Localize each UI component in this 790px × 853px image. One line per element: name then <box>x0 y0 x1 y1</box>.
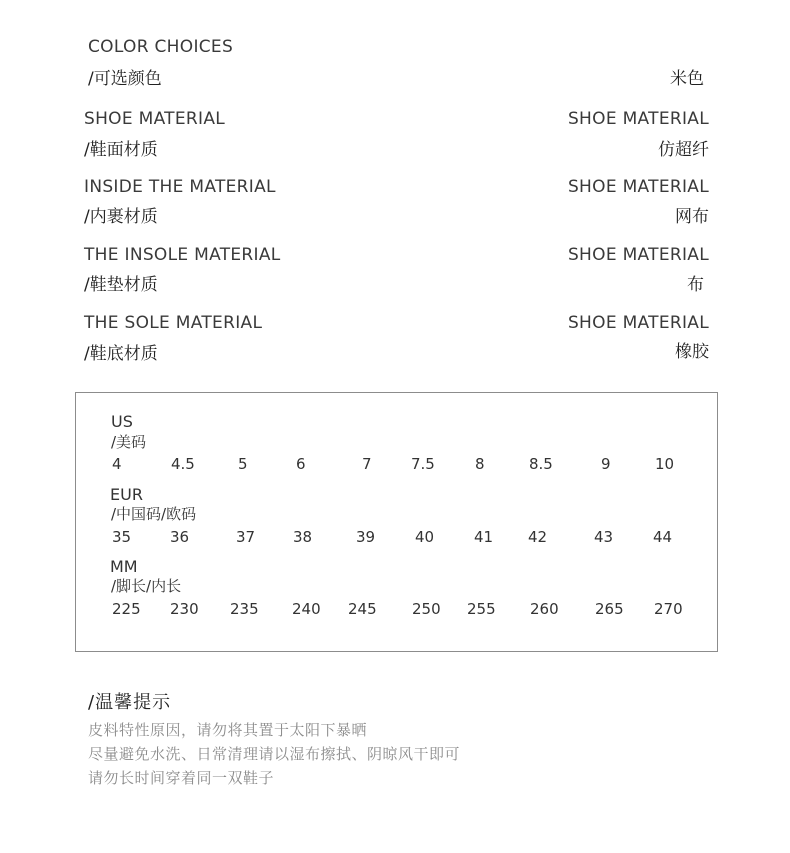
sole-material-label-en: THE SOLE MATERIAL <box>84 313 263 333</box>
sole-material-value-cn: 橡胶 <box>675 342 709 362</box>
inside-material-label-en: INSIDE THE MATERIAL <box>84 177 276 197</box>
size-row-us-label-en: US <box>111 412 133 431</box>
tips-line: 皮料特性原因，请勿将其置于太阳下暴晒 <box>88 721 368 739</box>
sole-material-value-en: SHOE MATERIAL <box>567 313 709 333</box>
size-mm-value: 270 <box>654 600 683 618</box>
inside-material-value-cn: 网布 <box>675 207 709 227</box>
shoe-material-label-cn: /鞋面材质 <box>84 140 158 160</box>
inside-material-label-cn: /内裹材质 <box>84 207 158 227</box>
tips-title: /温馨提示 <box>88 692 172 713</box>
color-choices-value: 米色 <box>670 69 704 89</box>
size-eur-value: 35 <box>112 528 132 546</box>
size-mm-value: 235 <box>230 600 259 618</box>
size-row-mm-label-en: MM <box>110 557 138 576</box>
size-mm-value: 265 <box>595 600 624 618</box>
size-row-mm-label-cn: /脚长/内长 <box>111 577 182 595</box>
size-eur-value: 40 <box>415 528 435 546</box>
size-eur-value: 41 <box>474 528 494 546</box>
shoe-material-value-en: SHOE MATERIAL <box>567 109 709 129</box>
size-row-eur-label-en: EUR <box>110 485 143 504</box>
size-eur-value: 36 <box>170 528 190 546</box>
size-mm-value: 230 <box>170 600 199 618</box>
sole-material-label-cn: /鞋底材质 <box>84 344 158 364</box>
size-us-value: 4 <box>112 455 122 473</box>
size-mm-value: 250 <box>412 600 441 618</box>
size-eur-value: 39 <box>356 528 376 546</box>
size-us-value: 4.5 <box>171 455 195 473</box>
inside-material-value-en: SHOE MATERIAL <box>567 177 709 197</box>
size-eur-value: 38 <box>293 528 313 546</box>
insole-material-value-en: SHOE MATERIAL <box>567 245 709 265</box>
size-row-us-label-cn: /美码 <box>111 433 147 451</box>
size-eur-value: 44 <box>653 528 673 546</box>
size-us-value: 10 <box>655 455 675 473</box>
color-choices-label-cn: /可选颜色 <box>88 69 162 89</box>
size-mm-value: 225 <box>112 600 141 618</box>
size-us-value: 8 <box>475 455 485 473</box>
tips-line: 尽量避免水洗、日常清理请以湿布擦拭、阴晾风干即可 <box>88 745 461 763</box>
size-chart <box>75 392 718 652</box>
size-us-value: 7.5 <box>411 455 435 473</box>
size-eur-value: 37 <box>236 528 256 546</box>
size-us-value: 9 <box>601 455 611 473</box>
color-choices-label-en: COLOR CHOICES <box>88 37 234 57</box>
size-mm-value: 255 <box>467 600 496 618</box>
shoe-material-label-en: SHOE MATERIAL <box>84 109 226 129</box>
size-row-eur-label-cn: /中国码/欧码 <box>111 505 197 523</box>
size-mm-value: 245 <box>348 600 377 618</box>
size-mm-value: 260 <box>530 600 559 618</box>
size-us-value: 8.5 <box>529 455 553 473</box>
size-eur-value: 42 <box>528 528 548 546</box>
size-mm-value: 240 <box>292 600 321 618</box>
size-us-value: 6 <box>296 455 306 473</box>
size-eur-value: 43 <box>594 528 614 546</box>
tips-line: 请勿长时间穿着同一双鞋子 <box>88 769 275 787</box>
size-us-value: 5 <box>238 455 248 473</box>
insole-material-label-cn: /鞋垫材质 <box>84 275 158 295</box>
insole-material-value-cn: 布 <box>687 275 704 295</box>
insole-material-label-en: THE INSOLE MATERIAL <box>84 245 281 265</box>
size-us-value: 7 <box>362 455 372 473</box>
shoe-material-value-cn: 仿超纤 <box>658 140 709 160</box>
